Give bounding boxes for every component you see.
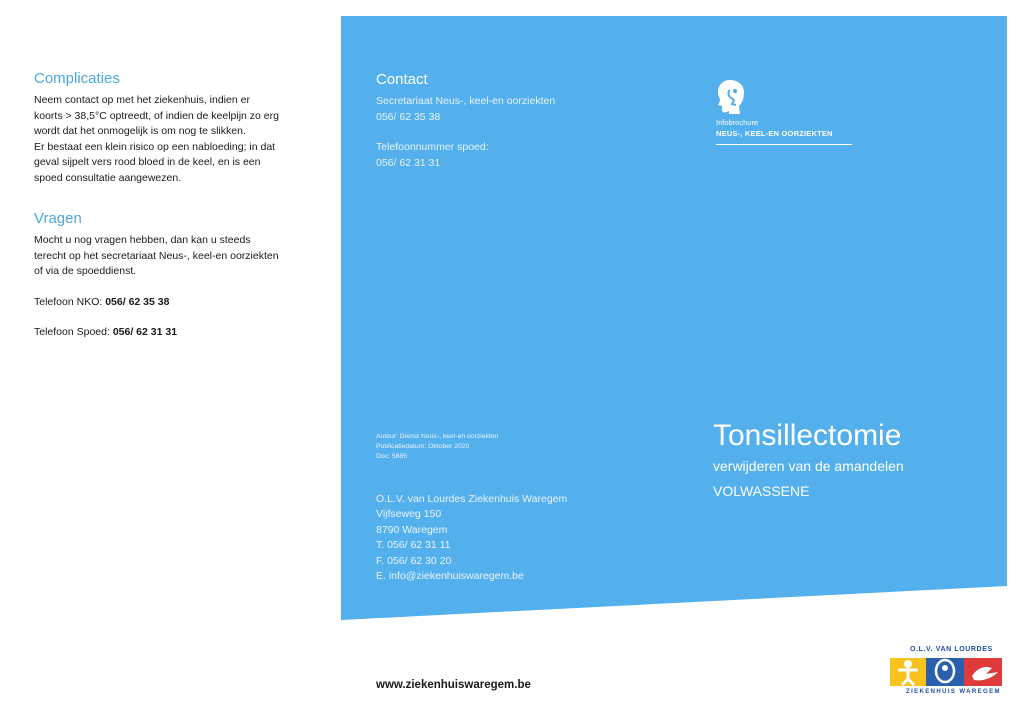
phone-nko-label: Telefoon NKO: [34, 295, 103, 308]
address-city: 8790 Waregem [376, 523, 448, 536]
cover-title [713, 418, 993, 504]
phone-nko [34, 295, 296, 310]
meta-published: Publicatiedatum: Oktober 2020 [376, 443, 470, 451]
address-name: O.L.V. van Lourdes Ziekenhuis Waregem [376, 493, 568, 505]
title-subtitle: verwijderen van de amandelen [713, 458, 904, 474]
divider [716, 144, 852, 145]
phone-spoed-value: 056/ 62 31 31 [112, 325, 178, 338]
logo-bottom-text: ZIEKENHUIS WAREGEM [906, 689, 1001, 695]
address-tel: T. 056/ 62 31 11 [376, 539, 451, 552]
contact-heading: Contact [376, 71, 428, 88]
logo-top-text: O.L.V. VAN LOURDES [910, 646, 993, 653]
title-main: Tonsillectomie [713, 419, 902, 452]
contact-block [376, 71, 676, 171]
complications-line: Neem contact op met het ziekenhuis, indien er [34, 94, 250, 106]
left-column [34, 70, 296, 340]
publication-meta [376, 432, 498, 463]
brochure-type: Infobrochure [716, 118, 759, 127]
complications-line: geval sijpelt vers rood bloed in de keel, en is een [34, 156, 261, 168]
complications-line: Er bestaat een klein risico op een nabloeding; in dat [34, 140, 276, 153]
brochure-badge [716, 78, 854, 145]
website-link[interactable]: www.ziekenhuiswaregem.be [376, 679, 531, 691]
complications-heading: Complicaties [34, 70, 120, 87]
secretariat-phone: 056/ 62 35 38 [376, 110, 441, 123]
hospital-address [376, 492, 567, 584]
hospital-logo [888, 646, 1006, 702]
complications-line: spoed consultatie aangewezen. [34, 171, 182, 184]
questions-line: of via de spoeddienst. [34, 265, 137, 277]
questions-heading: Vragen [34, 210, 82, 227]
phone-spoed-label: Telefoon Spoed: [34, 325, 110, 338]
address-street: Vijfseweg 150 [376, 508, 442, 521]
secretariat-label: Secretariaat Neus-, keel-en oorziekten [376, 95, 556, 107]
title-audience: VOLWASSENE [713, 483, 810, 499]
complications-line: wordt dat het onmogelijk is om nog te slikken. [34, 125, 246, 137]
emergency-phone: 056/ 62 31 31 [376, 156, 441, 169]
meta-doc: Doc: 5885 [376, 453, 407, 461]
phone-nko-value: 056/ 62 35 38 [105, 295, 170, 308]
address-email: E. info@ziekenhuiswaregem.be [376, 570, 524, 583]
questions-line: terecht op het secretariaat Neus-, keel-en oorziekten [34, 249, 279, 262]
complications-line: koorts > 38,5°C optreedt, of indien de keelpijn zo erg [34, 109, 279, 122]
phone-spoed [34, 325, 296, 340]
emergency-label: Telefoonnummer spoed: [376, 141, 489, 153]
address-fax: F. 056/ 62 30 20 [376, 554, 452, 567]
questions-line: Mocht u nog vragen hebben, dan kan u steeds [34, 234, 251, 246]
meta-author: Auteur: Dienst Neus-, keel-en oorziekten [376, 433, 499, 440]
head-icon [716, 78, 746, 114]
brochure-department: NEUS-, KEEL-EN OORZIEKTEN [716, 129, 833, 138]
